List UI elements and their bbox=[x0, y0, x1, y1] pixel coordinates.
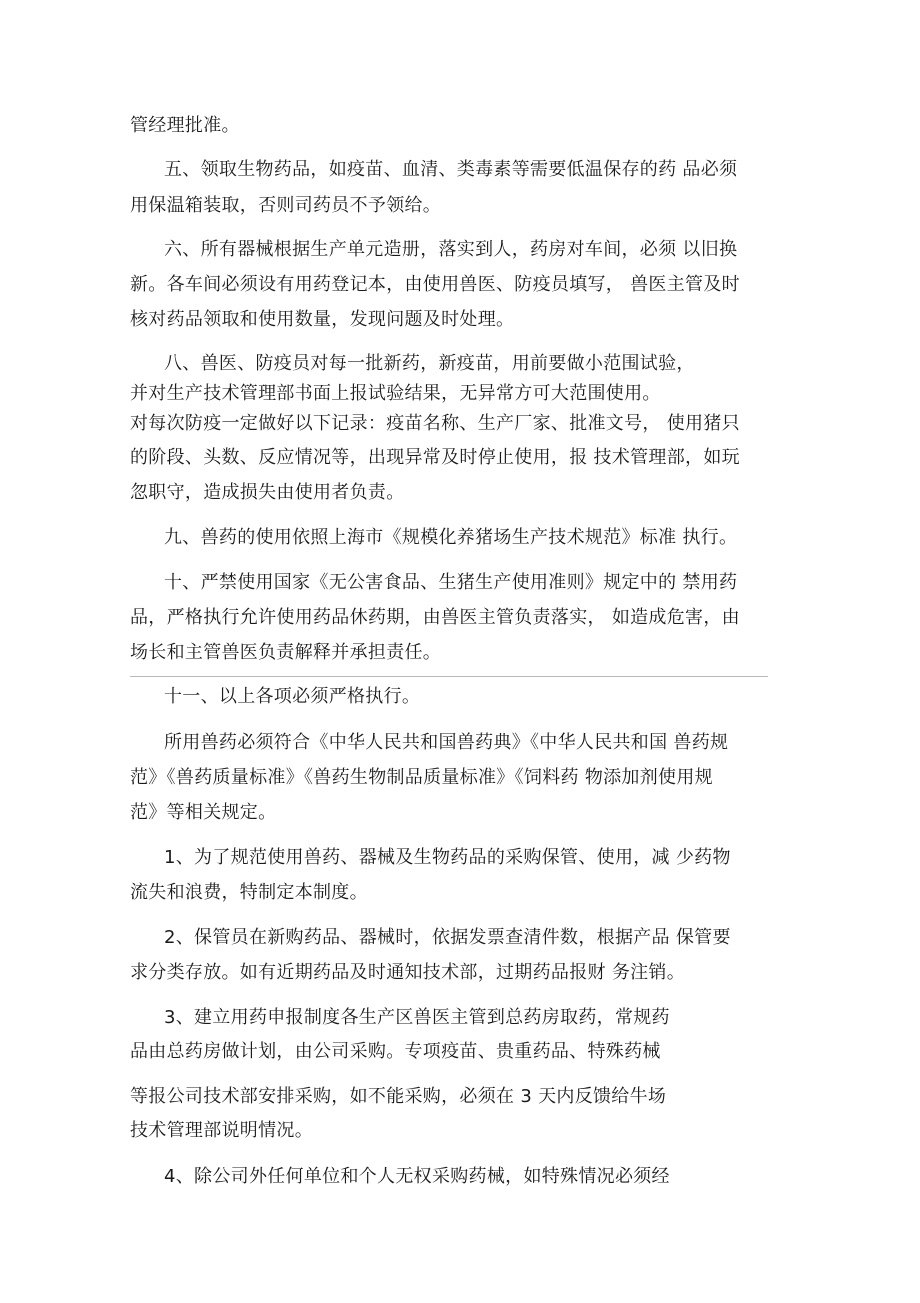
text-line: 流失和浪费，特制定本制度。 bbox=[130, 882, 368, 903]
text-line: 用保温箱装取，否则司药员不予领给。 bbox=[130, 195, 442, 216]
text-line: 求分类存放。如有近期药品及时通知技术部，过期药品报财 务注销。 bbox=[130, 962, 686, 983]
text-line: 技术管理部说明情况。 bbox=[130, 1120, 313, 1141]
text-line: 十、严禁使用国家《无公害食品、生猪生产使用准则》规定中的 禁用药 bbox=[164, 572, 738, 593]
text-line: 1、为了规范使用兽药、器械及生物药品的采购保管、使用，减 少药物 bbox=[164, 847, 731, 868]
text-line: 品，严格执行允许使用药品休药期，由兽医主管负责落实， 如造成危害，由 bbox=[130, 607, 740, 628]
text-line: 核对药品领取和使用数量，发现问题及时处理。 bbox=[130, 309, 515, 330]
text-line: 4、除公司外任何单位和个人无权采购药械，如特殊情况必须经 bbox=[164, 1166, 670, 1187]
text-line: 新。各车间必须设有用药登记本，由使用兽医、防疫员填写， 兽医主管及时 bbox=[130, 274, 740, 295]
text-line: 所用兽药必须符合《中华人民共和国兽药典》《中华人民共和国 兽药规 bbox=[164, 732, 729, 753]
text-line: 2、保管员在新购药品、器械时，依据发票查清件数，根据产品 保管要 bbox=[164, 927, 731, 948]
text-line: 场长和主管兽医负责解释并承担责任。 bbox=[130, 642, 442, 663]
text-line: 并对生产技术管理部书面上报试验结果，无异常方可大范围使用。 bbox=[130, 383, 661, 404]
text-line: 十一、以上各项必须严格执行。 bbox=[164, 686, 421, 707]
text-line: 范》等相关规定。 bbox=[130, 802, 277, 823]
text-line: 等报公司技术部安排采购，如不能采购，必须在 3 天内反馈给牛场 bbox=[130, 1086, 667, 1107]
text-line: 九、兽药的使用依照上海市《规模化养猪场生产技术规范》标准 执行。 bbox=[164, 527, 738, 548]
text-line: 范》《兽药质量标准》《兽药生物制品质量标准》《饲料药 物添加剂使用规 bbox=[130, 767, 713, 788]
text-line: 品由总药房做计划，由公司采购。专项疫苗、贵重药品、特殊药械 bbox=[130, 1041, 661, 1062]
text-line: 五、领取生物药品，如疫苗、血清、类毒素等需要低温保存的药 品必须 bbox=[164, 159, 738, 180]
text-line: 3、建立用药申报制度各生产区兽医主管到总药房取药，常规药 bbox=[164, 1007, 670, 1028]
text-line: 六、所有器械根据生产单元造册，落实到人，药房对车间，必须 以旧换 bbox=[164, 239, 738, 260]
page-divider bbox=[130, 676, 768, 677]
text-line: 对每次防疫一定做好以下记录：疫苗名称、生产厂家、批准文号， 使用猪只 bbox=[130, 413, 740, 434]
text-line: 忽职守，造成损失由使用者负责。 bbox=[130, 482, 405, 503]
text-line: 的阶段、头数、反应情况等，出现异常及时停止使用，报 技术管理部，如玩 bbox=[130, 447, 740, 468]
text-line: 八、兽医、防疫员对每一批新药，新疫苗，用前要做小范围试验， bbox=[164, 353, 695, 374]
text-line: 管经理批准。 bbox=[130, 115, 240, 136]
